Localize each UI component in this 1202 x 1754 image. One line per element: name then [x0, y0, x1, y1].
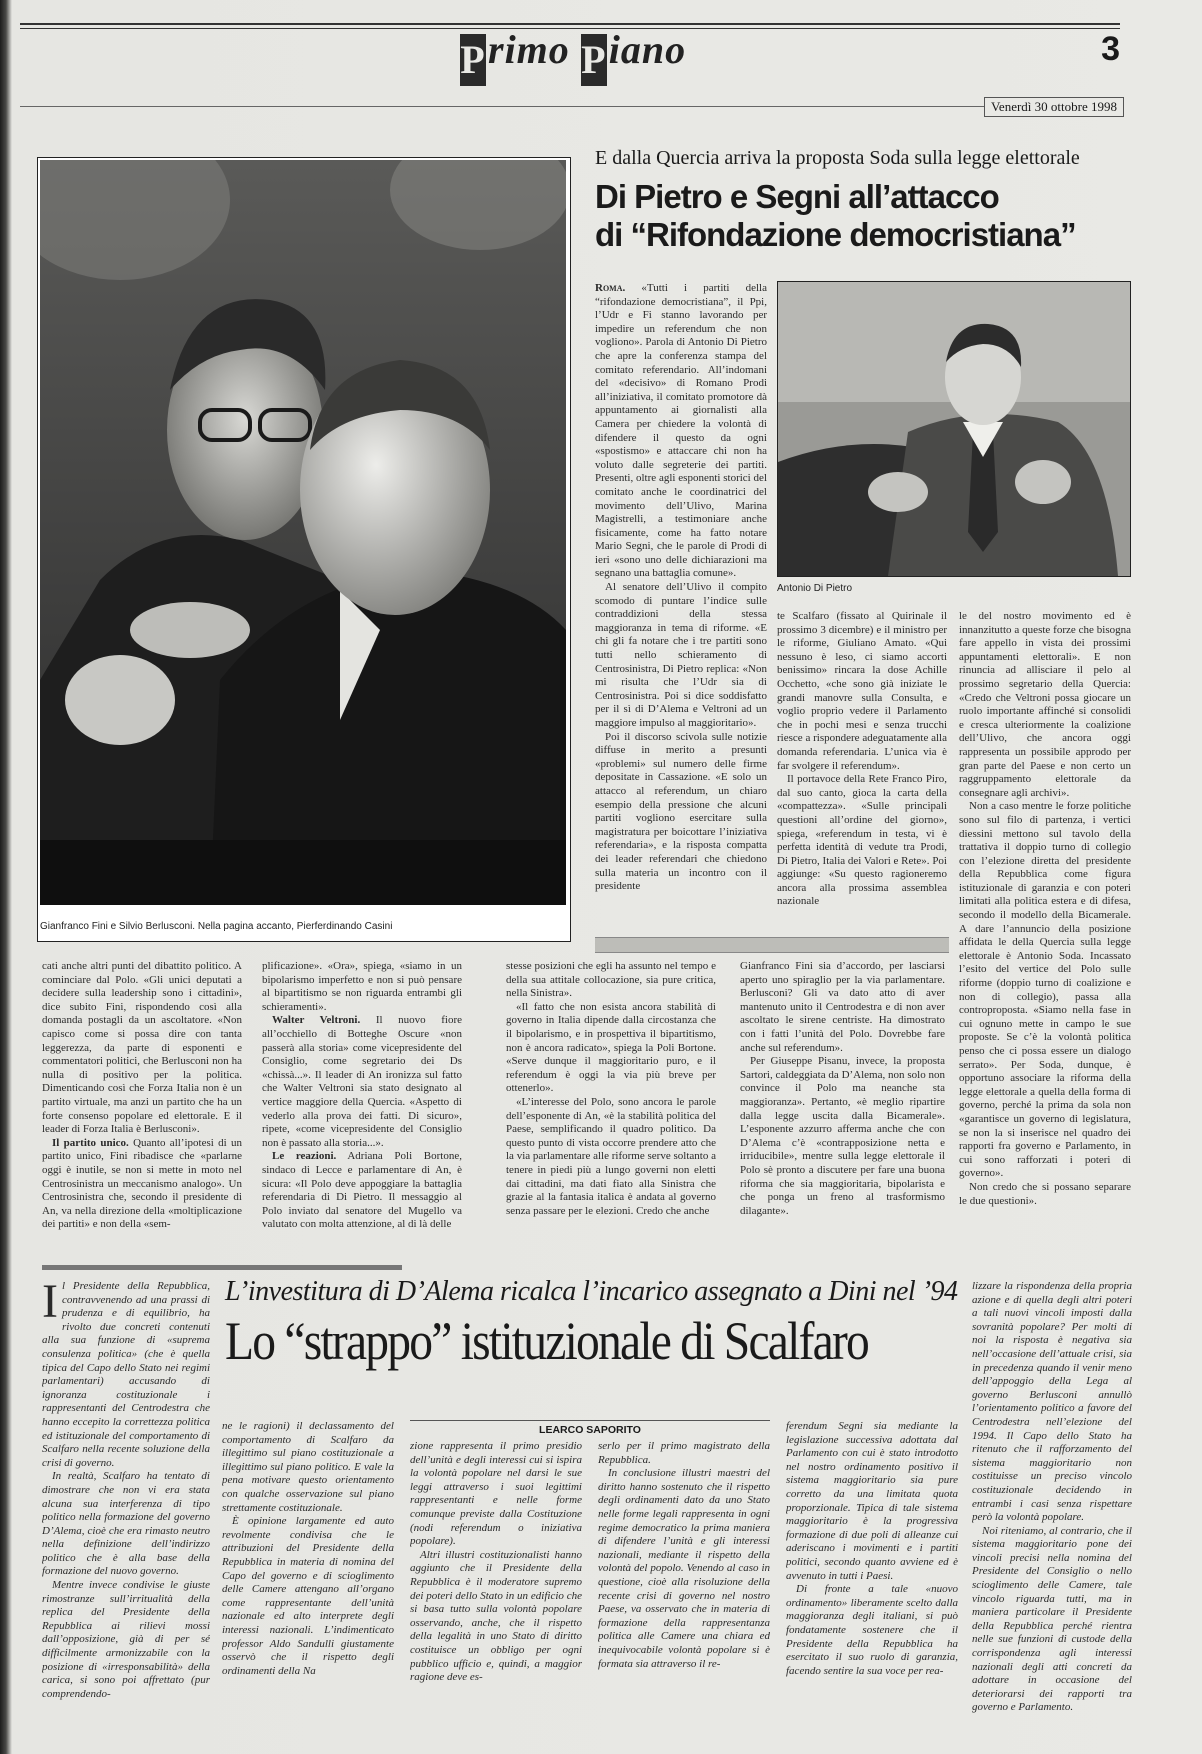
article2-top-bar: [42, 1265, 402, 1270]
article1-col1-para1: «Tutti i partiti della “rifondazione democristiana”, il Ppi, l’Udr e Fi stanno lavorando per impedire un referendum che non vogliono». Parola di Antonio Di Pietro che apre la conferenza stampa del comitato referendario. All’indomani del «decisivo» di Romano Prodi all’iniziativa, il comitato promotore dà appuntamento ai giornalisti alla Camera per chiedere la volontà di difendere il questo da ogni «spostismo» e attaccare chi non ha voluto dalle segreterie dei partiti. Presenti, oltre agli esponenti storici del comitato anche le coordinatrici del movimento dell’Ulivo, Marina Magistrelli, a testimoniare anche fisicamente, come ha fatto notare Mario Segni, che le parole di Prodi di ieri «sono uno delle dichiarazioni ma segnano una battaglia comune».: [595, 282, 767, 580]
article2-c4-para1: serlo per il primo magistrato della Repubblica.: [598, 1440, 770, 1466]
main-photo-caption: Gianfranco Fini e Silvio Berlusconi. Nella pagina accanto, Pierferdinando Casini: [40, 921, 393, 932]
cont-col1-para1: cati anche altri punti del dibattito politico. A cominciare dal Polo. «Gli unici deputati a decidere sulla leadership sono i cittadini», dice subito Fini, rispondendo così alla domanda postagli da un ascoltatore. «Non capisco come si possa dire con tanta leggerezza, da parte di esponenti e commentatori politici, che Berlusconi non ha nulla di positivo per la politica. Dimenticando così che Forza Italia non è un partito virtuale, ma anzi un partito che ha un forte consenso popolare ed elettorale. E il leader di Forza Italia è Berlusconi».: [42, 960, 242, 1136]
article1-headline: [595, 178, 1135, 254]
article2-c2-para2: È opinione largamente ed auto revolmente condivisa che le attribuzioni del Presidente della Repubblica in materia di nomina del Capo del governo e di scioglimento delle Camere attengano all’organo come rappresentante dell’unità nazionale ed alto interprete degli interessi nazionali. L’indimenticato professor Aldo Sandulli giustamente osservò che il rispetto degli ordinamenti della Na: [222, 1515, 394, 1677]
cont-col4-para2: Per Giuseppe Pisanu, invece, la proposta Sartori, caldeggiata da D’Alema, non solo non convince il Polo ma neanche sta maggioranza». Pertanto, «è meglio ripartire dalla legge uscita dalla Bicamerale». L’esponente azzurro afferma anche che con D’Alema c’è «contrapposizione netta e irriducibile», mentre sulla legge elettorale il Polo sè pronto a discutere per fare una buona riforma che sia maggioritaria, bipolarista e che ponga un freno al trasformismo dilagante».: [740, 1055, 945, 1217]
article2-c3-para2: Altri illustri costituzionalisti hanno aggiunto che il Presidente della Repubblica è il moderatore supremo dei poteri dello Stato in un edificio che si basa tutto sulla volontà popolare osservando, anche, che il rispetto della legalità in uno Stato di diritto costituisce un obbligo per ogni pubblico ufficio e, quindi, a maggior ragione deve es-: [410, 1548, 582, 1684]
article1-kicker: E dalla Quercia arriva la proposta Soda sulla legge elettorale: [595, 147, 1080, 169]
article2-column-1: [42, 1280, 210, 1750]
cont-col3-para3: «L’interesse del Polo, sono ancora le parole dell’esponente di An, «è la stabilità politica del Paese, semplificando il quadro politico. Da questo punto di vista occorre prendere atto che la via parlamentare alle riforme serve soltanto a tenere in piedi più a lungo governi non eletti dai cittadini, ma dati fiato alla Sinistra che grazie al la fantasia italica è andata al governo senza passare per le elezioni. Credo che anche: [506, 1095, 716, 1217]
article2-column-3: [410, 1440, 582, 1750]
article2-c5-para1: ferendum Segni sia mediante la legislazione successiva adottata dal Parlamento con cui è stato introdotto nel nostro ordinamento positivo il sistema maggioritario sia pure corretto da una limitata quota proporzionale. Tipica di tale sistema maggioritario è la progressiva formazione di due poli di alleanze cui aderiscano i movimenti e i partiti politici, secondo quanto avviene ed è avvenuto in tutti i Paesi.: [786, 1420, 958, 1582]
continuation-column-4: [740, 960, 945, 1260]
dipietro-photo-image: [778, 282, 1130, 576]
cont-col2-para2: Il nuovo fiore all’occhiello di Botteghe Oscure «non passerà alla storia» come vicepresidente del Consiglio, come segretario dei Ds «chissà...». Il leader di An ironizza sul fatto che Walter Veltroni sia stato designato al vertice maggiore della Quercia. «Aspetto di vederlo alla prova dei fatti. Di sicuro», ripete, «come vicepresidente del Consiglio non è passato alla storia...».: [262, 1014, 462, 1149]
article1-dateline: Roma.: [595, 282, 626, 294]
dipietro-photo: [777, 281, 1131, 577]
article2-column-5: [786, 1420, 958, 1750]
article1-col3-para1: le del nostro movimento ed è innanzitutto a queste forze che bisogna fare appello in vista dei prossimi appuntamenti elettorali». E non rinuncia ad allisciare il pelo al prossimo segretario della Quercia: «Credo che Veltroni possa giocare un ruolo importante affinché si consolidi e cresca ulteriormente la coalizione dell’Ulivo, che ancora oggi rappresenta un possibile approdo per gran parte del Paese e non certo un raggruppamento elettorale da consegnare agli archivi».: [959, 610, 1131, 799]
article2-c4-para2: In conclusione illustri maestri del diritto hanno sostenuto che il rispetto degli ordinamenti dato da uno Stato nelle forme legali rappresenta in ogni regime democratico la prima maniera di difendere l’unità e gli interessi nazionali, mediante il rispetto della volontà del popolo. Venendo al caso in questione, cioè alla risoluzione della recente crisi di governo nel nostro Paese, va osservato che in materia di formazione della rappresentanza politica alle Camere una chiara ed inequivocabile volontà popolare si è formata sia attraverso il re-: [598, 1467, 770, 1670]
continuation-column-3: [506, 960, 716, 1260]
continuation-column-2: [262, 960, 462, 1260]
page-number: 3: [1101, 30, 1120, 68]
fini-berlusconi-photo: [40, 160, 566, 905]
logo-cap-1: P: [460, 34, 486, 86]
article2-c5-para2: Di fronte a tale «nuovo ordinamento» liberamente scelto dalla maggioranza degli italiani, si può fondatamente sostenere che il Presidente della Repubblica ha esercitato il suo ruolo di garanzia, facendo sentire la sua voce per rea-: [786, 1583, 958, 1677]
article2-column-2: [222, 1420, 394, 1750]
article2-c2-para1: ne le ragioni) il declassamento del comportamento di Scalfaro da illegittimo sul piano costituzionale a illegittimo sul piano politico. E vale la pena motivare questo orientamento con qualche osservazione sul piano strettamente costituzionale.: [222, 1420, 394, 1514]
article2-byline: LEARCO SAPORITO: [539, 1424, 641, 1436]
logo-word-1: rimo: [488, 27, 570, 72]
article2-c1-para1: l Presidente della Repubblica, contravvenendo ad una prassi di prudenza e di equilibrio, ha rivolto due concreti contenuti alla sua funzione di «suprema consulenza politica» (che è quella tipica del Capo dello Stato nei regimi parlamentari) accusando di ignoranza costituzionale i rappresentanti del Centrodestra che hanno eccepito la correttezza politica ed istituzionale del comportamento di Scalfaro nella recente soluzione della crisi di governo.: [42, 1280, 210, 1469]
article2-c1-para3: Mentre invece condivise le giuste rimostranze sull’irritualità della replica del Presidente della Repubblica ai rilievi mossi dall’opposizione, già di per sé difficilmente armonizzabile con la posizione di «irresponsabilità» della carica, si sono poi affrettato (pur comprendendo-: [42, 1579, 210, 1700]
article2-c1-para2: In realtà, Scalfaro ha tentato di dimostrare che non vi era stata alcuna sua interferenza di tipo politico nella formazione del governo D’Alema, cioè che era rimasto neutro nella definizione dell’indirizzo politico che è alla base della formazione del nuovo governo.: [42, 1470, 210, 1578]
cont-col4-para1: Gianfranco Fini sia d’accordo, per lasciarsi aperto uno spiraglio per la via parlamentare. Berlusconi? Gli va dato atto di aver mantenuto unito il Centrodestra e di non aver ascoltato le sirene centriste. Ha dimostrato con i fatti l’unità del Polo. Dovrebbe fare anche sul referendum».: [740, 960, 945, 1054]
article2-kicker: L’investitura di D’Alema ricalca l’incarico assegnato a Dini nel ’94: [225, 1276, 958, 1307]
cont-col1-subhead: Il partito unico.: [52, 1136, 129, 1149]
cont-col2-para1: plificazione». «Ora», spiega, «siamo in un bipolarismo imperfetto e non si può pensare al bipartitismo se non riguarda entrambi gli schieramenti».: [262, 960, 462, 1013]
article2-headline: Lo “strappo” istituzionale di Scalfaro: [225, 1311, 869, 1371]
article1-col2-para2: Il portavoce della Rete Franco Piro, dal suo canto, gioca la carta della «compattezza». «Sulle principali questioni all’ordine del giorno», spiega, «referendum in testa, vi è perfetta identità di vedute tra Prodi, Di Pietro, Italia dei Valori e Rete». Poi aggiunge: «Su questo ragioneremo ancora alla prossima assemblea nazionale: [777, 773, 947, 908]
article1-col3-para3: Non credo che si possano separare le due questioni».: [959, 1180, 1131, 1207]
issue-date: Venerdì 30 ottobre 1998: [984, 97, 1124, 117]
article2-c6-para2: Noi riteniamo, al contrario, che il sistema maggioritario pone dei vincoli precisi nella nomina del Presidente del Consiglio o nello scioglimento delle Camere, tale vincolo riguarda tutti, ma in maniera particolare il Presidente della Repubblica perché rientra nelle sue funzioni di custode della corrispondenza agli interessi nazionali degli atti concreti da adottare in occasione del deteriorarsi dei rapporti tra governo e Parlamento.: [972, 1524, 1132, 1714]
cont-col2-subhead2: Le reazioni.: [272, 1150, 337, 1163]
article2-column-6: [972, 1280, 1132, 1750]
article1-col3-para2: Non a caso mentre le forze politiche sono sul filo di partenza, i vertici diessini mettono sul tavolo della trattativa il doppio turno di collegio con l’elezione diretta del presidente della Repubblica come figura istituzionale di garanzia e con poteri limitati alla politica estera e di difesa, secondo il modello della Bicamerale. A dare l’annuncio della posizione affidata le della Quercia sulla legge elettorale è Antonio Soda. Incassato l’esito del vertice del Polo sulle riforme (doppio turno di coalizione e non di collegio), passa alla controproposta. «Siamo nella fase in cui ognuno mette in campo le sue proposte. Se c’è la volontà politica penso che ci possa essere un dialogo serrato». Per Soda, dunque, è opportuno associare la riforma della legge elettorale a quella della forma di governo, perché la prima da sola non «garantisce un governo di legislatura, se non la si inserisce nel quadro dei rapporti fra governo e Parlamento, in cui sono rafforzati i poteri di governo».: [959, 800, 1131, 1180]
byline-rule: [410, 1420, 770, 1421]
logo-cap-2: P: [581, 34, 607, 86]
article1-column-1: [595, 282, 767, 932]
article1-column-2: [777, 610, 947, 932]
section-divider-bar: [595, 937, 949, 953]
cont-col3-para1: stesse posizioni che egli ha assunto nel tempo e della sua attitale collocazione, sia pure critica, nella Sinistra».: [506, 960, 716, 1000]
cont-col1-para2: Quanto all’ipotesi di un partito unico, Fini ribadisce che «parlarne oggi è inutile, se non si mette in moto nel Centrosinistra un meccanismo analogo». Un Centrosinistra che, secondo il presidente di An, va nella direzione della «moltiplicazione dei partiti» e non della «sem-: [42, 1136, 242, 1231]
article1-col2-para1: te Scalfaro (fissato al Quirinale il prossimo 3 dicembre) e il ministro per le riforme, Giuliano Amato. «Qui nessuno è leso, ci siamo accorti benissimo» rincara la dose Achille Occhetto, «che sono già iniziate le grandi manovre sulla Consulta, e voglio proprio vedere il Parlamento che in pochi mesi e senza trucchi riesce a rispondere adeguatamente alla domanda referendaria. L’unica via è far svolgere il referendum».: [777, 610, 947, 772]
article1-col1-para2: Al senatore dell’Ulivo il compito scomodo di puntare l’indice sulle contraddizioni della stessa maggioranza in tema di riforme. «E chi gli fa notare che i tre partiti sono tutti nello schieramento di Centrosinistra, Di Pietro replica: «Non mi risulta che l’Udr sia di Centrosinistra. Poi si dice soddisfatto per il sì di D’Alema e Veltroni ad un maggiore impulso al maggioritario».: [595, 581, 767, 729]
section-logo: [460, 26, 686, 86]
dipietro-caption: Antonio Di Pietro: [777, 583, 853, 594]
cont-col2-para3: Adriana Poli Bortone, sindaco di Lecce e parlamentare di An, è sicura: «Il Polo deve appoggiare la battaglia referendaria di Di Pietro. Il messaggio al Polo inviato dal senatore del Mugello va valutato con molta attenzione, al di là delle: [262, 1150, 462, 1231]
cont-col3-para2: «Il fatto che non esista ancora stabilità di governo in Italia dipende dalla circostanza che il bipolarismo, e in prospettiva il bipartitismo, non è ancora radicato», spiega la Poli Bortone. «Serve dunque il maggioritario puro, e il referendum è oggi la via più breve per ottenerlo».: [506, 1000, 716, 1095]
article2-c3-para1: zione rappresenta il primo presidio dell’unità e degli interessi cui si ispira la volontà popolare nel darsi le sue leggi attraverso i suoi legittimi rappresentanti e nelle forme comunque previste dalla Costituzione (nodi referendum o iniziativa popolare).: [410, 1440, 582, 1548]
article1-headline-line2: di “Rifondazione democristiana”: [595, 216, 1076, 253]
article1-headline-line1: Di Pietro e Segni all’attacco: [595, 178, 999, 215]
continuation-column-1: [42, 960, 242, 1260]
article1-col1-para3: Poi il discorso scivola sulle notizie diffuse in merito a presunti «problemi» sul numero delle firme depositate in Cassazione. «E solo un attacco al referendum, un chiaro esempio della pressione che alcuni partiti vogliono esercitare sulla magistratura per boicottare l’iniziativa referendaria», e la risposta compatta dei leader referendari che chiedono sulla materia un incontro con il presidente: [595, 730, 767, 893]
date-rule: [20, 106, 1050, 107]
article2-dropcap: I: [42, 1280, 58, 1328]
article1-column-3: [959, 610, 1131, 1250]
logo-word-2: iano: [608, 27, 687, 72]
main-photo: [40, 160, 566, 905]
cont-col2-subhead1: Walter Veltroni.: [272, 1014, 361, 1027]
article2-c6-para1: lizzare la rispondenza della propria azione e di quella degli altri poteri a tali nuovi vincoli imposti dalla sovranità popolare? Per molti di noi la risposta è negativa sia nell’occasione dell’attuale crisi, sia in precedenza quando il venir meno dell’appoggio della Lega al governo Berlusconi annullò l’orientamento politico a favore del Centrodestra nell’elezione del 1994. Il Capo dello Stato ha ritenuto che il rafforzamento del sistema maggioritario non costituisse un preciso vincolo costituzionale decidendo in entrambi i casi senza rispettare però la volontà popolare.: [972, 1280, 1132, 1524]
article2-column-4: [598, 1440, 770, 1750]
